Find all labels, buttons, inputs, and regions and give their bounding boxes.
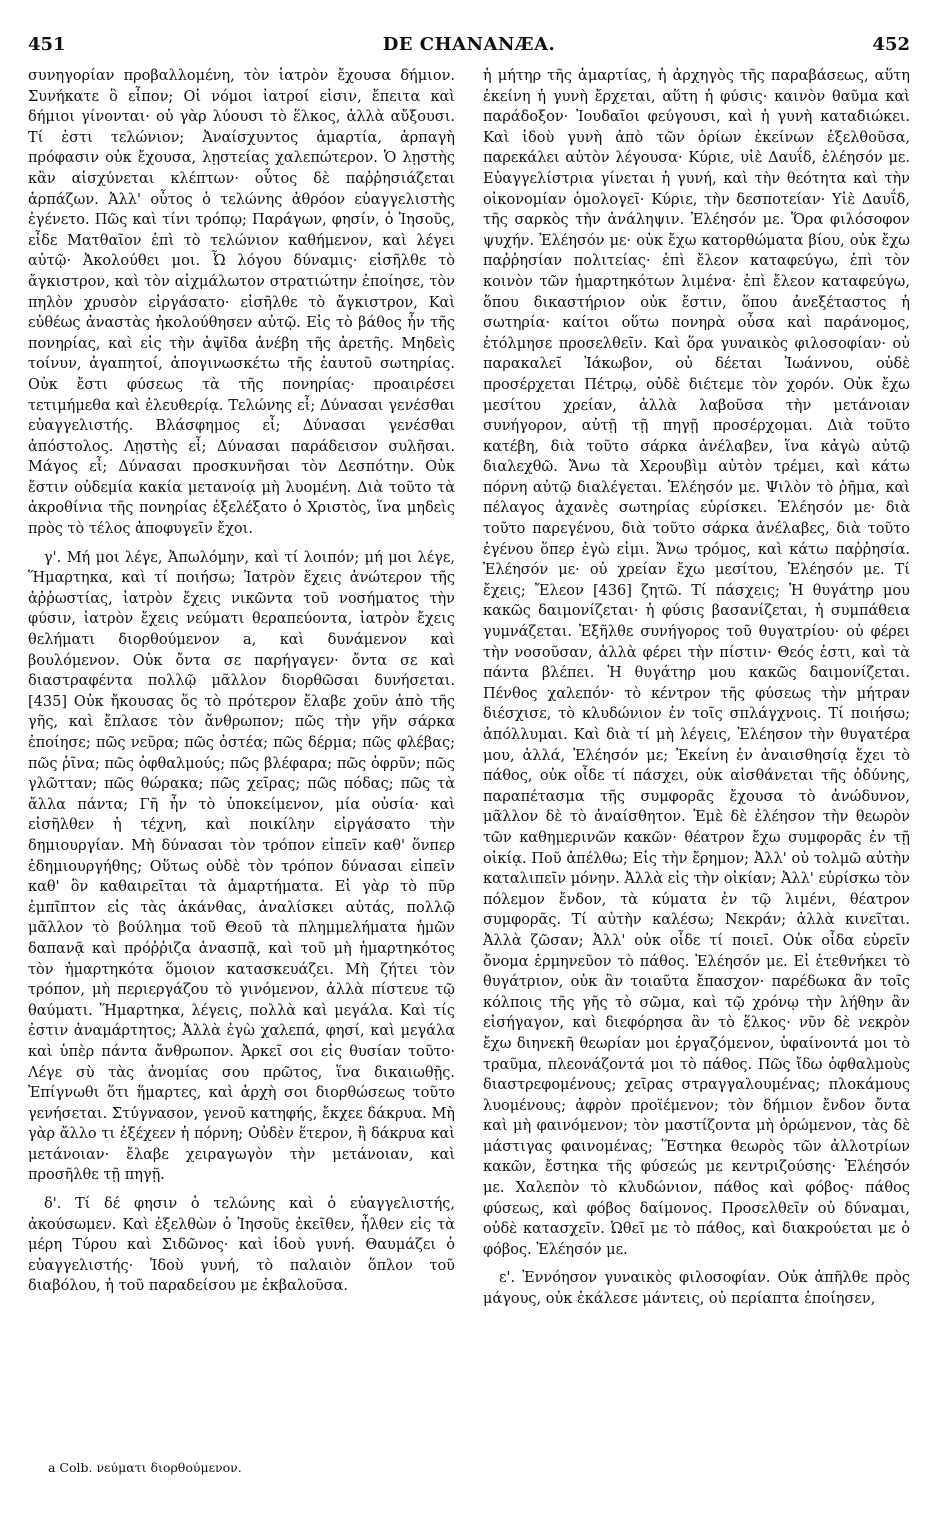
page-number-left: 451 bbox=[28, 34, 66, 55]
right-column bbox=[483, 66, 910, 1310]
running-title: DE CHANANÆA. bbox=[382, 34, 556, 55]
left-paragraph-1: συνηγορίαν προβαλλομένη, τὸν ἰατρὸν ἔχουσα δήμιον. Συνήκατε ὃ εἶπον; Οἱ νόμοι ἰατροί εἰσιν, ἔπειτα καὶ δήμιοι γίνονται· οὐ γὰρ λύουσι τὸ ἕλκος, ἀλλὰ αὔξουσι. Τί ἐστι τελώνιον; Ἀναίσχυντος ἁμαρτία, ἁρπαγὴ πρόφασιν οὐκ ἔχουσα, λῃστείας χαλεπώτερον. Ὁ λῃστὴς κἂν αἰσχύνεται κλέπτων· οὗτος δὲ παῤῥησιάζεται ἁρπάζων. Ἀλλ' οὗτος ὁ τελώνης ἀθρόον εὐαγγελιστὴς ἐγένετο. Πῶς καὶ τίνι τρόπῳ; Παράγων, φησίν, ὁ Ἰησοῦς, εἶδε Ματθαῖον ἐπὶ τὸ τελώνιον καθήμενον, καὶ λέγει αὐτῷ· Ἀκολούθει μοι. Ὦ λόγου δύναμις· εἰσῆλθε τὸ ἄγκιστρον, καὶ τὸν αἰχμάλωτον στρατιώτην ἐποίησε, τὸν πηλὸν χρυσὸν εἰργάσατο· εἰσῆλθε τὸ ἄγκιστρον, Καὶ εὐθέως ἀναστὰς ἠκολούθησεν αὐτῷ. Εἰς τὸ βάθος ἦν τῆς πονηρίας, καὶ εἰς τὴν ἀψῖδα ἀνέβη τῆς ἀρετῆς. Μηδεὶς τοίνυν, ἀγαπητοί, ἀπογινωσκέτω τῆς ἑαυτοῦ σωτηρίας. Οὐκ ἔστι φύσεως τὰ τῆς πονηρίας· προαιρέσει τετιμήμεθα καὶ ἐλευθερίᾳ. Τελώνης εἶ; Δύνασαι γενέσθαι εὐαγγελιστής. Βλάσφημος εἶ; Δύνασαι γενέσθαι ἀπόστολος. Λῃστὴς εἶ; Δύνασαι παράδεισον συλῆσαι. Μάγος εἶ; Δύνασαι προσκυνῆσαι τὸν Δεσπότην. Οὐκ ἔστιν οὐδεμία κακία μετανοίᾳ μὴ λυομένη. Διὰ τοῦτο τὰ ἀκροθίνια τῆς πονηρίας ἐξελέξατο ὁ Χριστὸς, ἵνα μηδεὶς πρὸς τὸ τέλος ἀποφυγεῖν ἔχοι. bbox=[28, 68, 455, 538]
left-column bbox=[28, 66, 455, 1297]
footnote: a Colb. νεύματι διορθούμενον. bbox=[48, 1460, 242, 1475]
right-paragraph-2: ε'. Ἐννόησον γυναικὸς φιλοσοφίαν. Οὐκ ἀπῆλθε πρὸς μάγους, οὐκ ἐκάλεσε μάντεις, οὐ περίαπτα ἐποίησεν, bbox=[483, 1270, 910, 1308]
left-paragraph-3: δ'. Τί δέ φησιν ὁ τελώνης καὶ ὁ εὐαγγελιστής, ἀκούσωμεν. Καὶ ἐξελθὼν ὁ Ἰησοῦς ἐκεῖθεν, ἦλθεν εἰς τὰ μέρη Τύρου καὶ Σιδῶνος· καὶ ἰδοὺ γυνή. Θαυμάζει ὁ εὐαγγελιστής· Ἰδοὺ γυνή, τὸ παλαιὸν ὅπλον τοῦ διαβόλου, ἡ τοῦ παραδείσου με ἐκβαλοῦσα. bbox=[28, 1196, 455, 1295]
left-paragraph-2: γ'. Μή μοι λέγε, Ἀπωλόμην, καὶ τί λοιπόν; μή μοι λέγε, Ἥμαρτηκα, καὶ τί ποιήσω; Ἰατρὸν ἔχεις ἀνώτερον τῆς ἀῤῥωστίας, ἰατρὸν ἔχεις νικῶντα τοῦ νοσήματος τὴν φύσιν, ἰατρὸν ἔχεις νεύματι θεραπεύοντα, ἰατρὸν ἔχεις θελήματι διορθούμενον a, καὶ δυνάμενον καὶ βουλόμενον. Οὐκ ὄντα σε παρήγαγεν· ὄντα σε καὶ διαστραφέντα πολλῷ μᾶλλον διορθῶσαι δυνήσεται. [435] Οὐκ ἤκουσας ὅς τὸ πρότερον ἔλαβε χοῦν ἀπὸ τῆς γῆς, καὶ ἔπλασε τὸν ἄνθρωπον; πῶς τὴν γῆν σάρκα ἐποίησε; πῶς νεῦρα; πῶς ὀστέα; πῶς δέρμα; πῶς φλέβας; πῶς ῥῖνα; πῶς ὀφθαλμούς; πῶς βλέφαρα; πῶς ὀφρῦν; πῶς γλῶτταν; πῶς θώρακα; πῶς χεῖρας; πῶς πόδας; πῶς τὰ ἄλλα πάντα; Γῆ ἦν τὸ ὑποκείμενον, μία οὐσία· καὶ εἰσῆλθεν ἡ τέχνη, καὶ ποικίλην εἰργάσατο τὴν δημιουργίαν. Μὴ δύνασαι τὸν τρόπον εἰπεῖν καθ' ὅνπερ ἐδημιουργήθης; Οὕτως οὐδὲ τὸν τρόπον δύνασαι εἰπεῖν καθ' ὃν καθαιρεῖται τὰ ἁμαρτήματα. Εἰ γὰρ τὸ πῦρ ἐμπῖπτον εἰς τὰς ἀκάνθας, ἀναλίσκει αὐτάς, πολλῷ μᾶλλον τὸ βούλημα τοῦ Θεοῦ τὰ πλημμελήματα ἡμῶν δαπανᾷ καὶ πρόῤῥιζα ἀνασπᾷ, καὶ τοῦ μὴ ἡμαρτηκότος τὸν ἡμαρτηκότα ὅμοιον κατασκευάζει. Μὴ ζήτει τὸν τρόπον, μὴ περιεργάζου τὸ γινόμενον, ἀλλὰ πίστευε τῷ θαύματι. Ἥμαρτηκα, λέγεις, πολλὰ καὶ μεγάλα. Καὶ τίς ἐστιν ἀναμάρτητος; Ἀλλὰ ἐγὼ χαλεπά, φησί, καὶ μεγάλα καὶ ὑπὲρ πάντα ἄνθρωπον. Ἀρκεῖ σοι εἰς θυσίαν τοῦτο· Λέγε σὺ τὰς ἀνομίας σου πρῶτος, ἵνα δικαιωθῇς. Ἐπίγνωθι ὅτι ἥμαρτες, καὶ ἀρχὴ σοι διορθώσεως τοῦτο γενήσεται. Στύγνασον, γενοῦ κατηφής, ἔκχεε δάκρυα. Μὴ γὰρ ἄλλο τι ἐξέχεεν ἡ πόρνη; Οὐδὲν ἕτερον, ἢ δάκρυα καὶ μετάνοιαν· ἔλαβε χειραγωγὸν τὴν μετάνοιαν, καὶ προσῆλθε τῇ πηγῇ. bbox=[28, 549, 455, 1184]
right-paragraph-1: ἡ μήτηρ τῆς ἁμαρτίας, ἡ ἀρχηγὸς τῆς παραβάσεως, αὕτη ἐκείνη ἡ γυνὴ ἔρχεται, αὕτη ἡ φύσις· καινὸν θαῦμα καὶ παράδοξον· Ἰουδαῖοι φεύγουσι, καὶ ἡ γυνὴ καταδιώκει. Καὶ ἰδοὺ γυνὴ ἀπὸ τῶν ὁρίων ἐκείνων ἐξελθοῦσα, παρεκάλει αὐτὸν λέγουσα· Κύριε, υἱὲ Δαυΐδ, ἐλέησόν με. Εὐαγγελίστρια γίνεται ἡ γυνή, καὶ τὴν θεότητα καὶ τὴν οἰκονομίαν ὁμολογεῖ· Κύριε, τὴν δεσποτείαν· Υἱὲ Δαυΐδ, τῆς σαρκὸς τὴν ἀνάληψιν. Ἐλέησόν με. Ὅρα φιλόσοφον ψυχήν. Ἐλέησόν με· οὐκ ἔχω κατορθώματα βίου, οὐκ ἔχω παῤῥησίαν πολιτείας· ἐπὶ ἔλεον καταφεύγω, ἐπὶ τὸν κοινὸν τῶν ἡμαρτηκότων λιμένα· ἐπὶ ἔλεον καταφεύγω, ὅπου δικαστήριον οὐκ ἔστιν, ὅπου ἀνεξέταστος ἡ σωτηρία· καίτοι οὕτω πονηρὰ οὖσα καὶ παράνομος, ἐτόλμησε προσελθεῖν. Καὶ ὅρα γυναικὸς φιλοσοφίαν· οὐ παρακαλεῖ Ἰάκωβον, οὐ δέεται Ἰωάννου, οὐδὲ προσέρχεται Πέτρῳ, οὐδὲ διέτεμε τὸν χορόν. Οὐκ ἔχω μεσίτου χρείαν, ἀλλὰ λαβοῦσα τὴν μετάνοιαν συνήγορον, αὐτῇ τῇ πηγῇ προσέρχομαι. Διὰ τοῦτο κατέβη, διὰ τοῦτο σάρκα ἀνέλαβεν, ἵνα κἀγὼ αὐτῷ διαλεχθῶ. Ἄνω τὰ Χερουβὶμ αὐτὸν τρέμει, καὶ κάτω πόρνη αὐτῷ διαλέγεται. Ἐλέησόν με. Ψιλὸν τὸ ῥῆμα, καὶ πέλαγος ἀχανὲς σωτηρίας εὑρίσκει. Ἐλέησόν με· διὰ τοῦτο παρεγένου, διὰ τοῦτο σάρκα ἀνέλαβες, διὰ τοῦτο ἐγένου ὅπερ ἐγὼ εἰμι. Ἄνω τρόμος, καὶ κάτω παῤῥησία. Ἐλέησόν με· οὐ χρείαν ἔχω μεσίτου, Ἐλέησόν με. Τί ἔχεις; Ἔλεον [436] ζητῶ. Τί πάσχεις; Ἡ θυγάτηρ μου κακῶς δαιμονίζεται· ἡ φύσις βασανίζεται, ἡ συμπάθεια γυμνάζεται. Ἐξῆλθε συνήγορος τοῦ θυγατρίου· οὐ φέρει τὴν νοσοῦσαν, ἀλλὰ φέρει τὴν πίστιν· Θεός ἐστι, καὶ τὰ πάντα βλέπει. Ἡ θυγάτηρ μου κακῶς δαιμονίζεται. Πένθος χαλεπόν· τὸ κέντρον τῆς φύσεως τὴν μήτραν διέσχισε, τὸ κλυδώνιον ἐν τοῖς σπλάγχνοις. Τί ποιήσω; ἀπόλλυμαι. Καὶ διὰ τί μὴ λέγεις, Ἐλέησον τὴν θυγατέρα μου, ἀλλά, Ἐλέησόν με; Ἐκείνη ἐν ἀναισθησίᾳ ἔχει τὸ πάθος, οὐκ οἶδε τί πάσχει, οὐκ αἰσθάνεται τῆς ὀδύνης, παραπέτασμα τῆς συμφορᾶς ἔχουσα τὸ ἀνώδυνον, μᾶλλον δὲ τὸ ἀναίσθητον. Ἐμὲ δὲ ἐλέησον τὴν θεωρὸν τῶν καθημερινῶν κακῶν· θέατρον ἔχω συμφορᾶς ἐν τῇ οἰκίᾳ. Ποῦ ἀπέλθω; Εἰς τὴν ἔρημον; Ἀλλ' οὐ τολμῶ αὐτὴν καταλιπεῖν μόνην. Ἀλλὰ εἰς τὴν οἰκίαν; Ἀλλ' εὑρίσκω τὸν πόλεμον ἔνδον, τὰ κύματα ἐν τῷ λιμένι, θέατρον συμφορᾶς. Τί αὐτὴν καλέσω; Νεκράν; ἀλλὰ κινεῖται. Ἀλλὰ ζῶσαν; Ἀλλ' οὐκ οἶδε τί ποιεῖ. Οὐκ οἶδα εὑρεῖν ὄνομα ἑρμηνεῦον τὸ πάθος. Ἐλέησόν με. Εἰ ἐτεθνήκει τὸ θυγάτριον, οὐκ ἂν τοιαῦτα ἔπασχον· παρέδωκα ἂν τοῖς κόλποις τῆς γῆς τὸ σῶμα, καὶ τῷ χρόνῳ τὴν λήθην ἂν εἰσήγαγον, καὶ διεφόρησα ἂν τὸ ἕλκος· νῦν δὲ νεκρὸν ἔχω διηνεκῆ θεωρίαν μοι ἐργαζόμενον, ὑφαίνοντά μοι τὸ τραῦμα, πλεονάζοντά μοι τὸ πάθος. Πῶς ἴδω ὀφθαλμοὺς διαστρεφομένους; χεῖρας στραγγαλουμένας; πλοκάμους λυομένους; ἀφρὸν προϊέμενον; τὸν δήμιον ἔνδον ὄντα καὶ μὴ φαινόμενον; τὸν μαστίζοντα μὴ ὁρώμενον, τὰς δὲ μάστιγας φαινομένας; Ἕστηκα θεωρὸς τῶν ἀλλοτρίων κακῶν, ἔστηκα τῆς φύσεώς με κεντριζούσης· Ἐλέησόν με. Χαλεπὸν τὸ κλυδώνιον, πάθος καὶ φόβος· πάθος φύσεως, καὶ φόβος δαίμονος. Προσελθεῖν οὐ δύναμαι, οὐδὲ κατασχεῖν. Ὠθεῖ με τὸ πάθος, καὶ διακρούεται με ὁ φόβος. Ἐλέησόν με. bbox=[483, 68, 910, 1258]
page-header bbox=[28, 34, 910, 60]
page-number-right: 452 bbox=[872, 34, 910, 55]
